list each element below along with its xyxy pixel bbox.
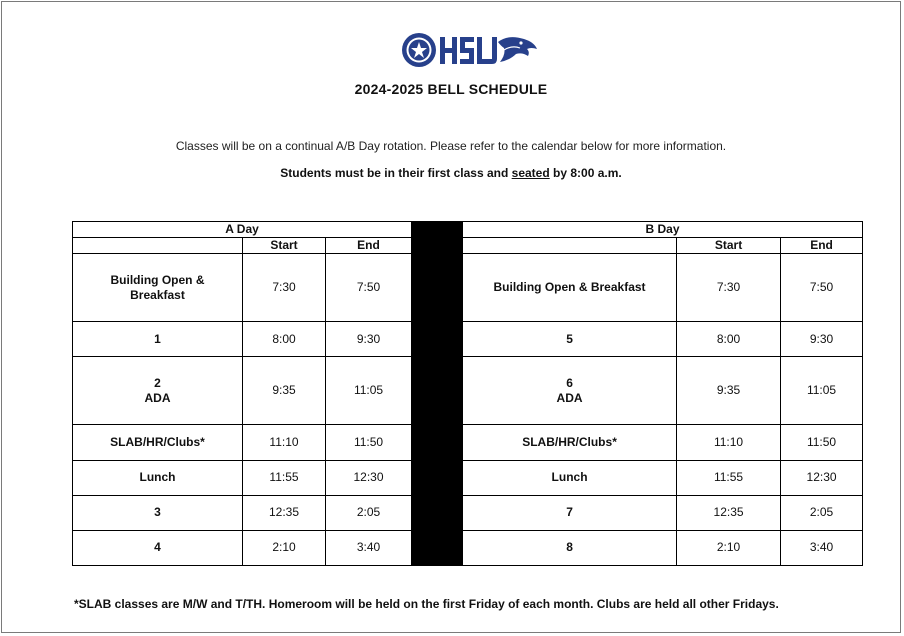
table-row xyxy=(73,425,863,460)
b-end-cell: 2:05 xyxy=(781,495,863,530)
school-logo xyxy=(400,30,538,70)
b-period-column-header xyxy=(463,238,677,254)
a-period-subtitle: ADA xyxy=(144,390,171,405)
b-start-cell: 7:30 xyxy=(677,254,781,322)
a-start-column-header: Start xyxy=(243,238,326,254)
a-period-cell: SLAB/HR/Clubs* xyxy=(73,425,243,460)
a-end-cell: 11:05 xyxy=(326,357,412,425)
b-start-cell: 8:00 xyxy=(677,322,781,357)
b-day-header: B Day xyxy=(463,222,863,238)
a-start-cell: 11:10 xyxy=(243,425,326,460)
b-start-column-header: Start xyxy=(677,238,781,254)
b-end-cell: 11:05 xyxy=(781,357,863,425)
a-start-cell: 2:10 xyxy=(243,530,326,565)
a-day-header: A Day xyxy=(73,222,412,238)
b-period-cell: 7 xyxy=(463,495,677,530)
b-start-cell: 9:35 xyxy=(677,357,781,425)
a-start-cell: 7:30 xyxy=(243,254,326,322)
rotation-info: Classes will be on a continual A/B Day rotation. Please refer to the calendar below for more information. xyxy=(175,139,727,153)
a-period-cell: 1 xyxy=(73,322,243,357)
b-period-cell: Building Open & Breakfast xyxy=(463,254,677,322)
a-start-cell: 12:35 xyxy=(243,495,326,530)
table-row xyxy=(73,322,863,357)
bell-schedule-table xyxy=(72,221,863,566)
day-divider xyxy=(412,222,463,566)
b-end-cell: 7:50 xyxy=(781,254,863,322)
a-end-cell: 11:50 xyxy=(326,425,412,460)
b-period-cell: 8 xyxy=(463,530,677,565)
a-period-cell: Lunch xyxy=(73,460,243,495)
slab-footnote: *SLAB classes are M/W and T/TH. Homeroom will be held on the first Friday of each month. Clubs are held all other Fridays. xyxy=(74,597,779,611)
a-end-cell: 3:40 xyxy=(326,530,412,565)
a-end-cell: 9:30 xyxy=(326,322,412,357)
table-row xyxy=(73,357,863,425)
b-period-cell: SLAB/HR/Clubs* xyxy=(463,425,677,460)
table-row xyxy=(73,495,863,530)
b-period-cell: 5 xyxy=(463,322,677,357)
a-end-cell: 7:50 xyxy=(326,254,412,322)
a-period-cell: 4 xyxy=(73,530,243,565)
a-end-cell: 12:30 xyxy=(326,460,412,495)
schedule-document xyxy=(1,1,901,633)
eagle-seal-logo-icon xyxy=(400,30,538,70)
notice-text-start: Students must be in their first class and xyxy=(280,166,512,180)
b-period-cell xyxy=(463,357,677,425)
b-start-cell: 2:10 xyxy=(677,530,781,565)
page-title: 2024-2025 BELL SCHEDULE xyxy=(354,81,548,97)
a-period-cell: 3 xyxy=(73,495,243,530)
b-end-cell: 3:40 xyxy=(781,530,863,565)
a-start-cell: 9:35 xyxy=(243,357,326,425)
b-start-cell: 11:55 xyxy=(677,460,781,495)
b-period-number: 6 xyxy=(566,375,573,390)
a-period-number: 2 xyxy=(154,375,161,390)
a-start-cell: 11:55 xyxy=(243,460,326,495)
b-end-cell: 11:50 xyxy=(781,425,863,460)
b-end-column-header: End xyxy=(781,238,863,254)
a-end-cell: 2:05 xyxy=(326,495,412,530)
b-start-cell: 11:10 xyxy=(677,425,781,460)
notice-underlined-word: seated xyxy=(511,166,550,180)
a-start-cell: 8:00 xyxy=(243,322,326,357)
a-period-column-header xyxy=(73,238,243,254)
a-end-column-header: End xyxy=(326,238,412,254)
table-row xyxy=(73,254,863,322)
b-start-cell: 12:35 xyxy=(677,495,781,530)
table-row xyxy=(73,460,863,495)
seating-notice xyxy=(2,166,900,180)
table-row xyxy=(73,530,863,565)
a-period-cell xyxy=(73,357,243,425)
a-period-cell: Building Open & Breakfast xyxy=(73,254,243,322)
b-end-cell: 12:30 xyxy=(781,460,863,495)
b-end-cell: 9:30 xyxy=(781,322,863,357)
notice-text-end: by 8:00 a.m. xyxy=(549,166,622,180)
b-period-cell: Lunch xyxy=(463,460,677,495)
b-period-subtitle: ADA xyxy=(556,390,583,405)
